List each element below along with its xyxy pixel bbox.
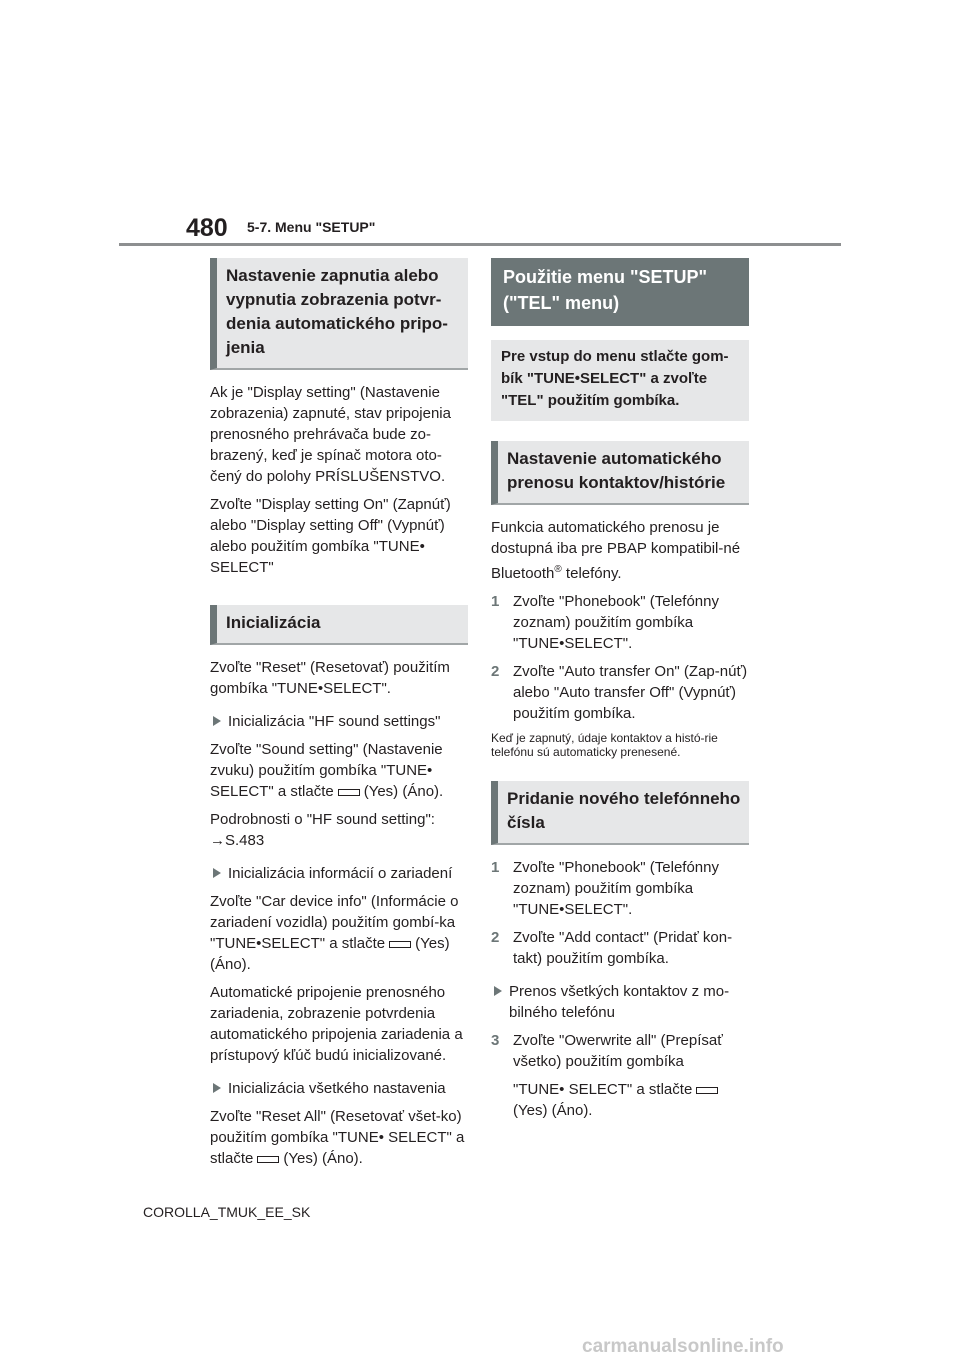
bullet-transfer-all: Prenos všetkých kontaktov z mo-bilného telefónu xyxy=(491,981,749,1023)
yes-button-icon xyxy=(696,1087,718,1094)
intro-box: Pre vstup do menu stlačte gom-bík "TUNE•SELECT" a zvoľte "TEL" použitím gombíka. xyxy=(491,340,749,421)
step: 2 Zvoľte "Add contact" (Pridať kon-takt) použitím gombíka. xyxy=(491,929,733,967)
paragraph: Automatické pripojenie prenosného zariadenia, zobrazenie potvrdenia automatického pripojenia zariadenia a prístupový kľúč budú inicializované. xyxy=(210,984,463,1064)
left-column xyxy=(210,258,468,1176)
heading-tel-menu: Použitie menu "SETUP" ("TEL" menu) xyxy=(491,258,749,326)
heading-initialization: Inicializácia xyxy=(210,605,468,645)
section-title: 5-7. Menu "SETUP" xyxy=(247,219,376,235)
step: 2 Zvoľte "Auto transfer On" (Zap-núť) alebo "Auto transfer Off" (Vypnúť) použitím gombíka. xyxy=(491,663,748,722)
note: Keď je zapnutý, údaje kontaktov a histó-rie telefónu sú automaticky prenesené. xyxy=(491,731,718,759)
watermark: carmanualsonline.info xyxy=(582,1336,784,1357)
heading-display-confirmation: Nastavenie zapnutia alebo vypnutia zobrazenia potvr-denia automatického pripo-jenia xyxy=(210,258,468,370)
header-divider xyxy=(119,243,841,246)
step: 1 Zvoľte "Phonebook" (Telefónny zoznam) použitím gombíka "TUNE•SELECT". xyxy=(491,593,719,652)
right-column xyxy=(491,258,749,1128)
paragraph: Zvoľte "Reset" (Resetovať) použitím gombíka "TUNE•SELECT". xyxy=(210,659,450,697)
yes-button-icon xyxy=(338,789,360,796)
paragraph: Zvoľte "Display setting On" (Zapnúť) alebo "Display setting Off" (Vypnúť) alebo použitím gombíka "TUNE• SELECT" xyxy=(210,496,451,576)
paragraph: Zvoľte "Reset All" (Resetovať všet-ko) použitím gombíka "TUNE• SELECT" a stlačte (Yes) (Áno). xyxy=(210,1108,465,1167)
paragraph: Ak je "Display setting" (Nastavenie zobrazenia) zapnuté, stav pripojenia prenosného prehrávača bude zo-brazený, keď je spínač motora oto-čený do polohy PRÍSLUŠENSTVO. xyxy=(210,384,451,485)
page-number: 480 xyxy=(186,214,228,242)
step-continuation: "TUNE• SELECT" a stlačte (Yes) (Áno). xyxy=(491,1079,749,1121)
yes-button-icon xyxy=(389,941,411,948)
bullet-device-info: Inicializácia informácií o zariadení xyxy=(210,863,468,884)
paragraph: Podrobnosti o "HF sound setting": →S.483 xyxy=(210,811,435,849)
paragraph: Funkcia automatického prenosu je dostupná iba pre PBAP kompatibil-né Bluetooth® telefóny. xyxy=(491,519,741,582)
document-id: COROLLA_TMUK_EE_SK xyxy=(143,1204,311,1220)
step: 3 Zvoľte "Owerwrite all" (Prepísať všetko) použitím gombíka xyxy=(491,1032,723,1070)
step: 1 Zvoľte "Phonebook" (Telefónny zoznam) použitím gombíka "TUNE•SELECT". xyxy=(491,859,719,918)
bullet-hf-sound: Inicializácia "HF sound settings" xyxy=(210,711,468,732)
paragraph: Zvoľte "Sound setting" (Nastavenie zvuku) použitím gombíka "TUNE• SELECT" a stlačte (Yes) (Áno). xyxy=(210,741,444,800)
heading-add-number: Pridanie nového telefónneho čísla xyxy=(491,781,749,845)
heading-auto-transfer: Nastavenie automatického prenosu kontaktov/histórie xyxy=(491,441,749,505)
page-reference: →S.483 xyxy=(210,832,265,849)
paragraph: Zvoľte "Car device info" (Informácie o zariadení vozidla) použitím gombí-ka "TUNE•SELECT" a stlačte (Yes) (Áno). xyxy=(210,893,459,973)
bullet-all-settings: Inicializácia všetkého nastavenia xyxy=(210,1078,468,1099)
yes-button-icon xyxy=(257,1156,279,1163)
